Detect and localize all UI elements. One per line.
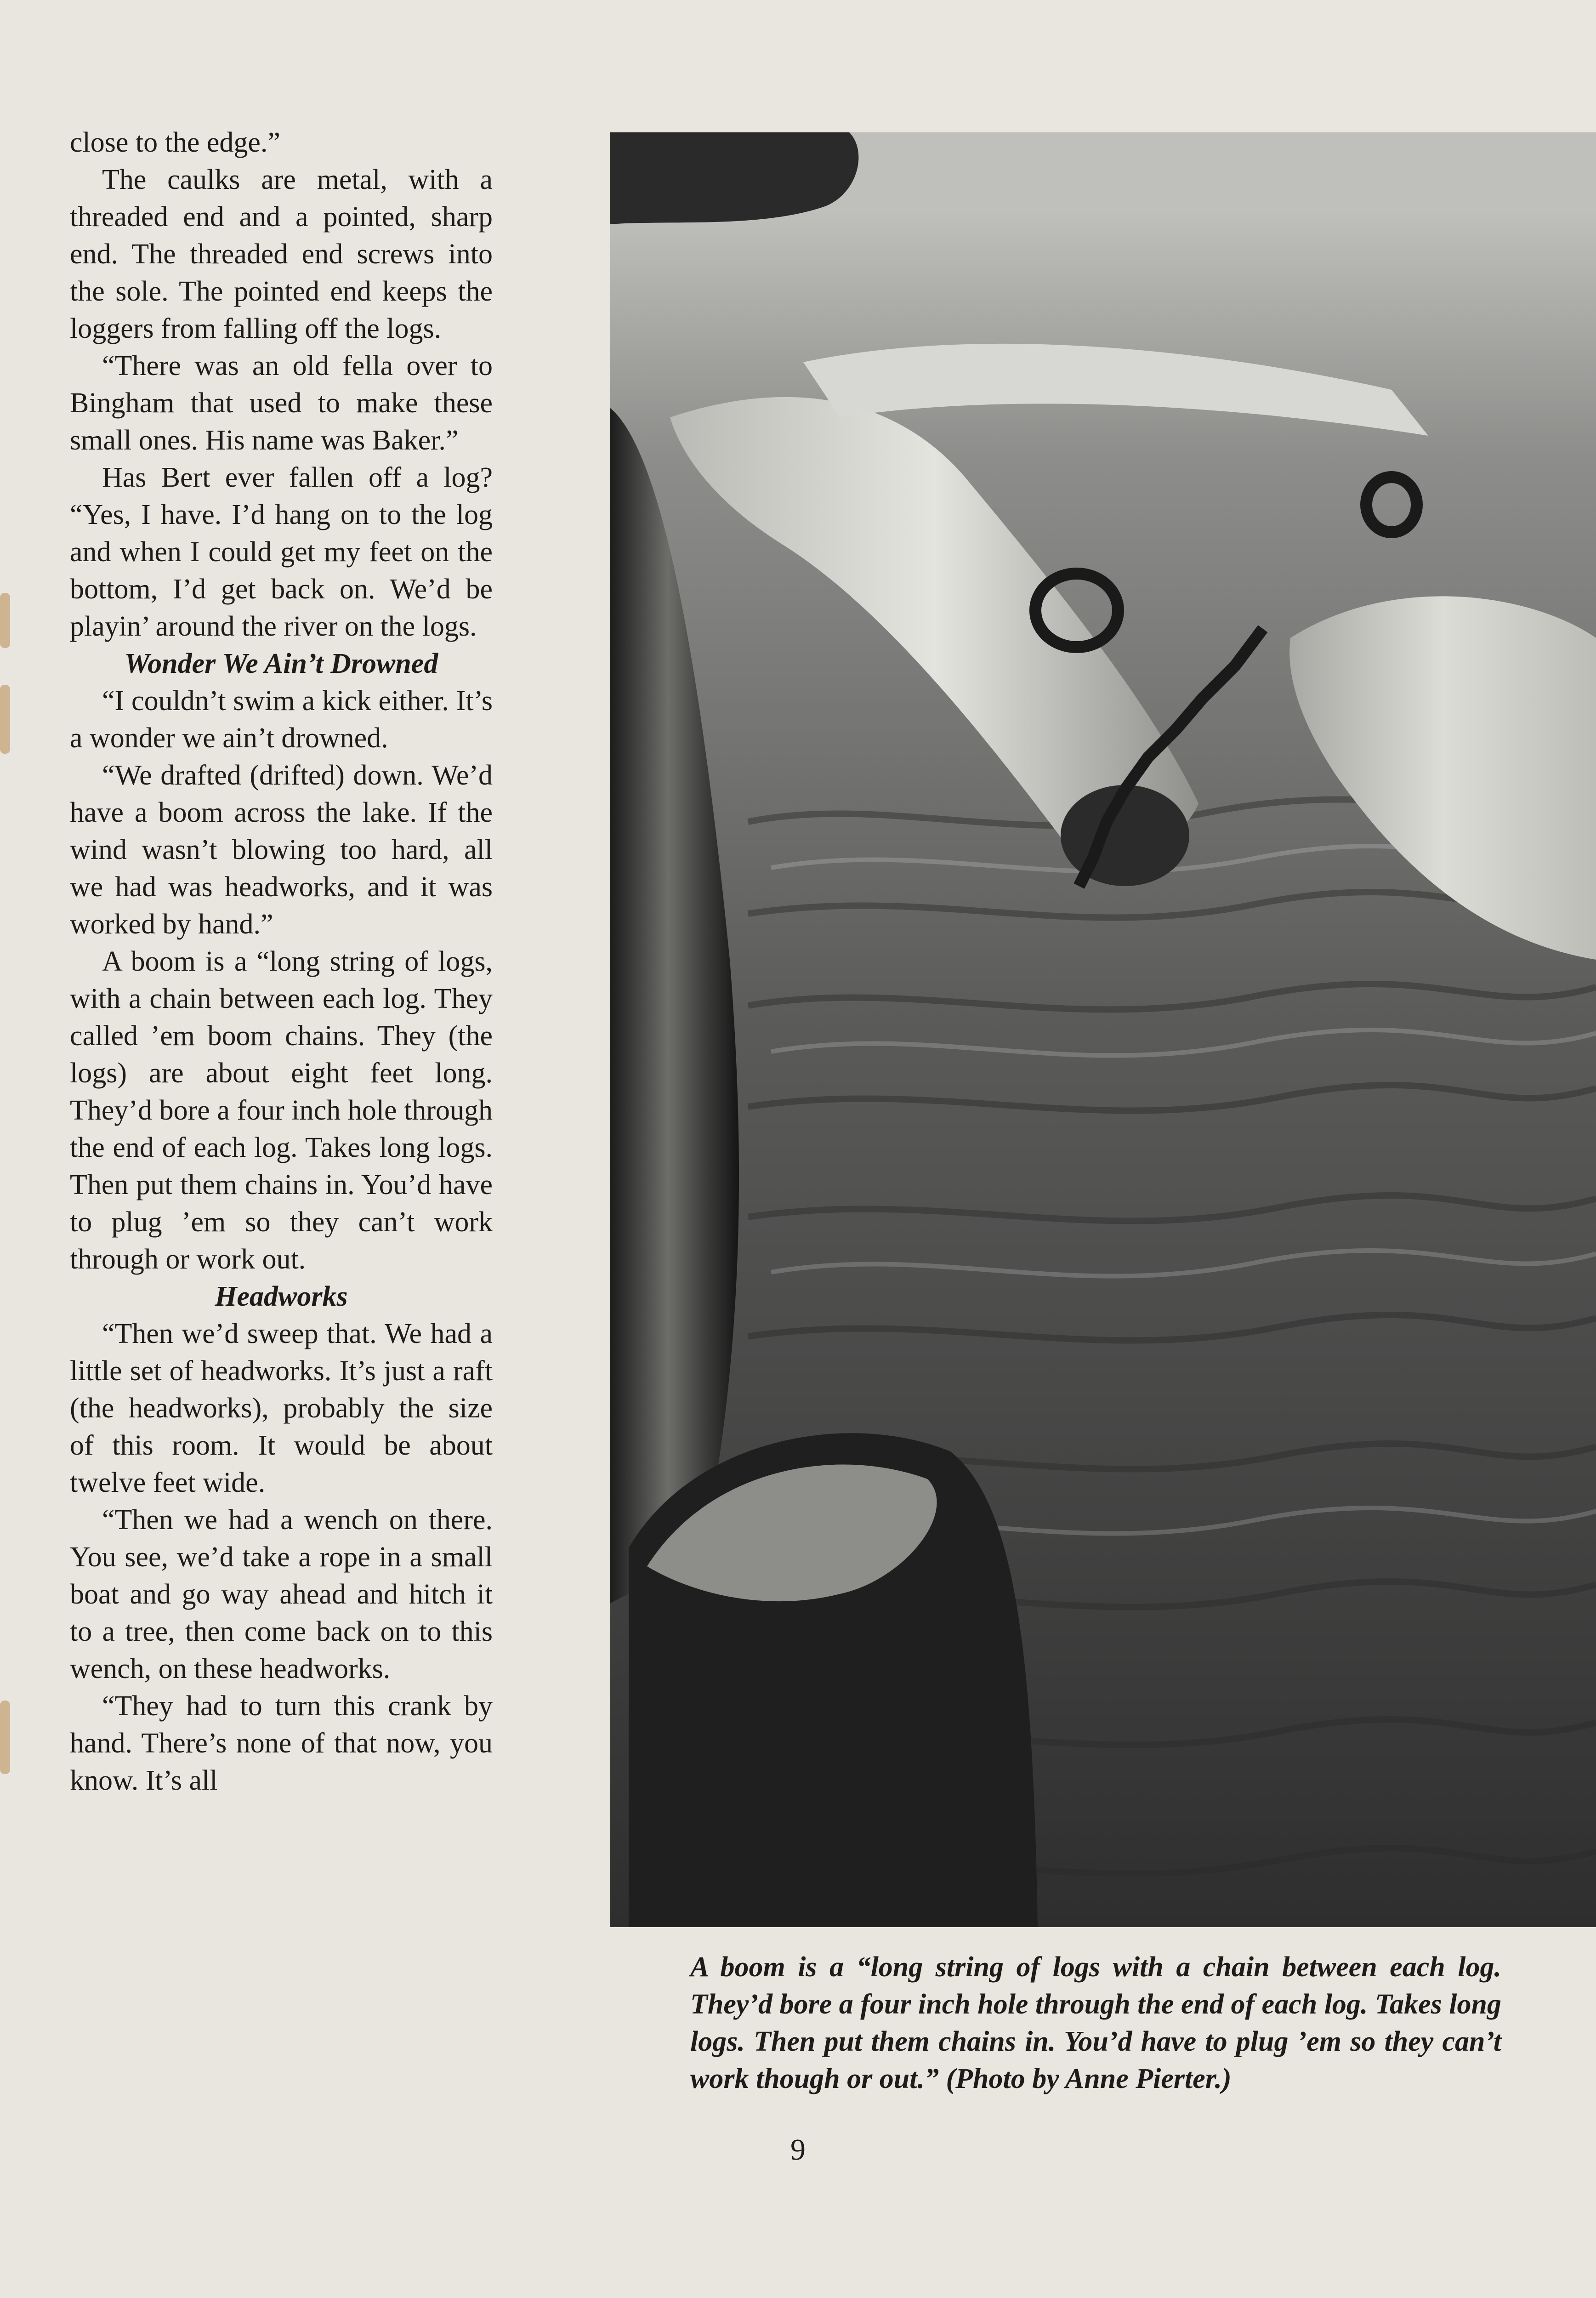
section-heading: Headworks <box>215 1281 348 1312</box>
photo-illustration <box>610 132 1596 1927</box>
paragraph: “We drafted (drifted) down. We’d have a boom across the lake. If the wind wasn’t blowing too hard, all we had was headworks, and it was worked by hand.” <box>70 760 493 940</box>
paragraph: “There was an old fella over to Bingham that used to make these small ones. His name was Baker.” <box>70 350 493 456</box>
paragraph: “They had to turn this crank by hand. There’s none of that now, you know. It’s all <box>70 1690 493 1796</box>
page-stain <box>0 1701 10 1774</box>
boom-logs-photo <box>610 132 1596 1927</box>
page-number: 9 <box>790 2133 806 2167</box>
photo-caption: A boom is a “long string of logs with a chain between each log. They’d bore a four inch hole through the end of each log. Takes long logs. Then put them chains in. You’d have to plug ’em so they can’t work though or out.” (Photo by Anne Pierter.) <box>690 1951 1501 2094</box>
paragraph: A boom is a “long string of logs, with a chain between each log. They called ’em boom chains. They (the logs) are about eight feet long. They’d bore a four inch hole through the end of each log. Takes long logs. Then put them chains in. You’d have to plug ’em so they can’t work through or work out. <box>70 946 493 1275</box>
article-text-column <box>70 124 493 1799</box>
page-stain <box>0 593 10 648</box>
paragraph: “Then we had a wench on there. You see, we’d take a rope in a small boat and go way ahead and hitch it to a tree, then come back on to this wench, on these headworks. <box>70 1504 493 1684</box>
paragraph: The caulks are metal, with a threaded end and a pointed, sharp end. The threaded end screws into the sole. The pointed end keeps the loggers from falling off the logs. <box>70 164 493 344</box>
paragraph: Has Bert ever fallen off a log? “Yes, I have. I’d hang on to the log and when I could get my feet on the bottom, I’d get back on. We’d be playin’ around the river on the logs. <box>70 462 493 642</box>
paragraph: “I couldn’t swim a kick either. It’s a wonder we ain’t drowned. <box>70 685 493 754</box>
paragraph: “Then we’d sweep that. We had a little set of headworks. It’s just a raft (the headworks), probably the size of this room. It would be about twelve feet wide. <box>70 1318 493 1498</box>
section-heading: Wonder We Ain’t Drowned <box>124 648 438 679</box>
page-stain <box>0 685 10 754</box>
paragraph: close to the edge.” <box>70 127 280 158</box>
